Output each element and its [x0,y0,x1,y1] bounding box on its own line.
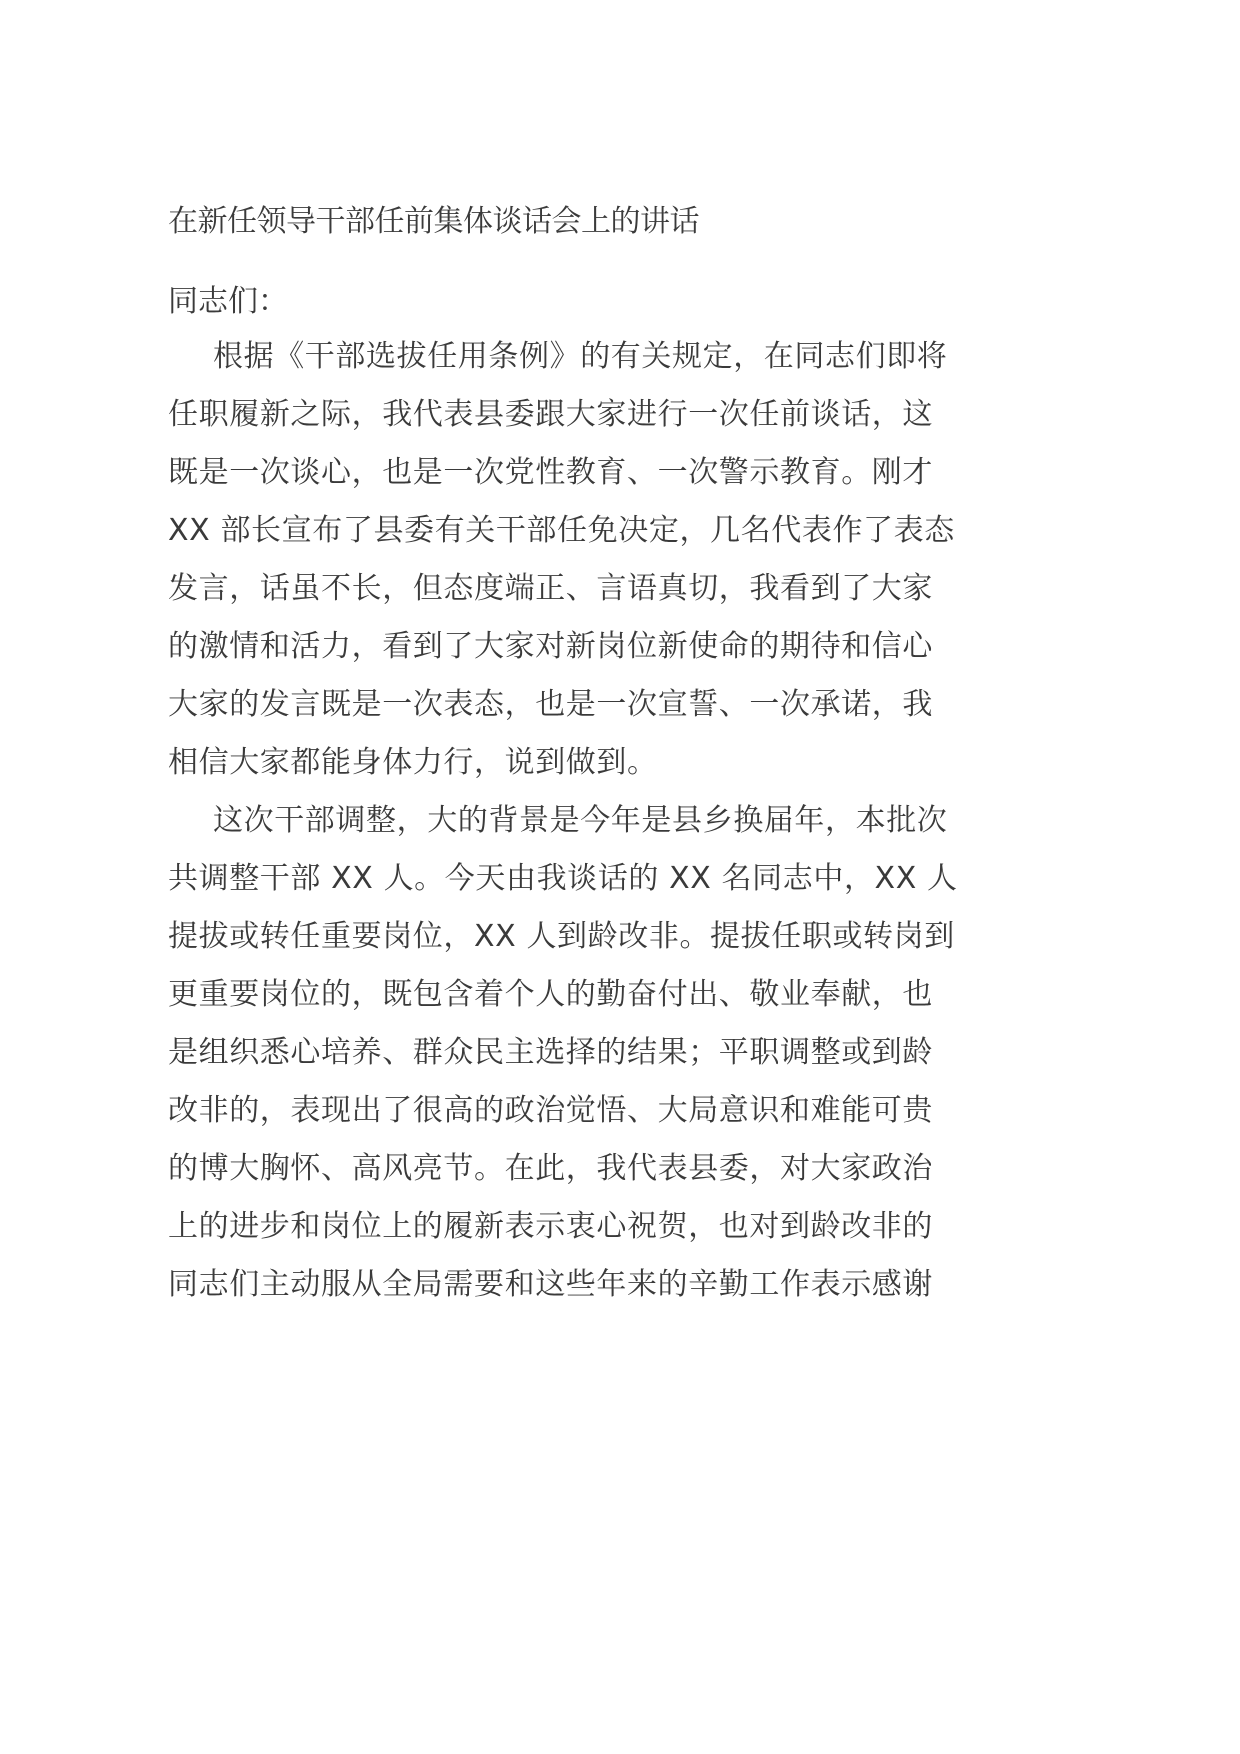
paragraph-line: 大家的发言既是一次表态，也是一次宣誓、一次承诺，我 [168,687,933,722]
paragraph-line: 改非的，表现出了很高的政治觉悟、大局意识和难能可贵 [168,1093,933,1128]
document-title: 在新任领导干部任前集体谈话会上的讲话 [168,204,699,239]
paragraph-line: 是组织悉心培养、群众民主选择的结果；平职调整或到龄 [168,1035,933,1070]
salutation: 同志们： [168,284,288,319]
paragraph-line: 的博大胸怀、高风亮节。在此，我代表县委，对大家政治 [168,1151,933,1186]
paragraph-1 [168,336,955,800]
paragraph-line: 同志们主动服从全局需要和这些年来的辛勤工作表示感谢 [168,1267,933,1302]
paragraph-2 [168,800,958,1322]
paragraph-line: 既是一次谈心，也是一次党性教育、一次警示教育。刚才 [168,455,933,490]
paragraph-line: 提拔或转任重要岗位，XX 人到龄改非。提拔任职或转岗到 [168,919,955,954]
document-body [168,336,958,1322]
paragraph-line: 这次干部调整，大的背景是今年是县乡换届年，本批次 [213,803,948,838]
paragraph-line: 相信大家都能身体力行，说到做到。 [168,745,658,780]
paragraph-line: 根据《干部选拔任用条例》的有关规定，在同志们即将 [213,339,948,374]
paragraph-line: 上的进步和岗位上的履新表示衷心祝贺，也对到龄改非的 [168,1209,933,1244]
paragraph-line: 发言，话虽不长，但态度端正、言语真切，我看到了大家 [168,571,933,606]
paragraph-line: XX 部长宣布了县委有关干部任免决定，几名代表作了表态 [168,513,955,548]
paragraph-line: 共调整干部 XX 人。今天由我谈话的 XX 名同志中，XX 人 [168,861,958,896]
paragraph-line: 任职履新之际，我代表县委跟大家进行一次任前谈话，这 [168,397,933,432]
paragraph-line: 的激情和活力，看到了大家对新岗位新使命的期待和信心 [168,629,933,664]
paragraph-line: 更重要岗位的，既包含着个人的勤奋付出、敬业奉献，也 [168,977,933,1012]
